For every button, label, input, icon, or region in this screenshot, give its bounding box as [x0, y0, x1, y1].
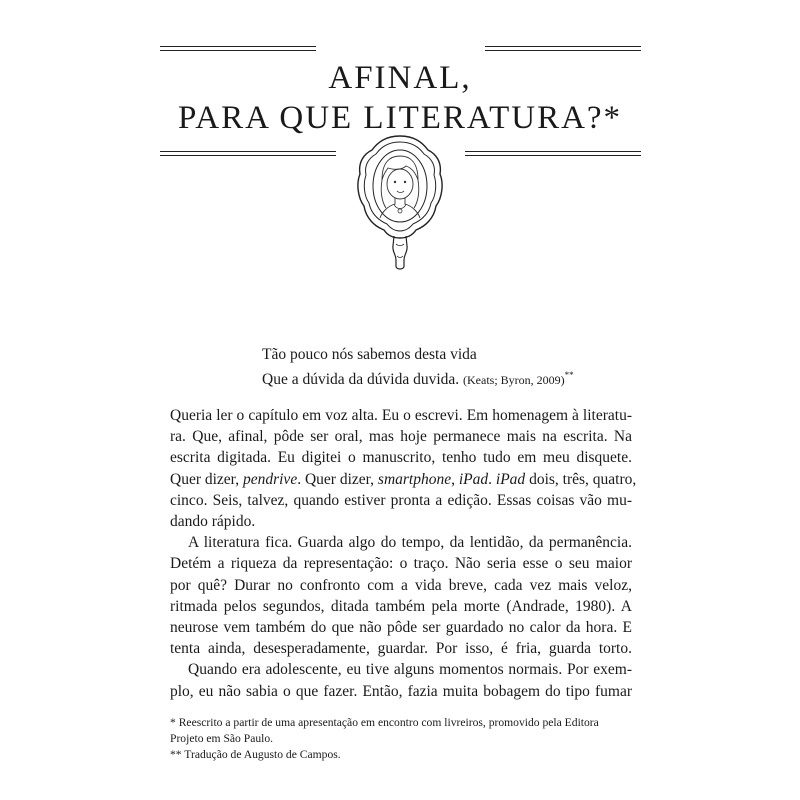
footnotes [170, 715, 632, 763]
body-line: Quer dizer, pendrive. Quer dizer, smartphone, iPad. iPad dois, três, quatro, [170, 470, 637, 488]
epigraph-line-2 [262, 365, 574, 391]
footnote-2: ** Tradução de Augusto de Campos. [170, 748, 341, 761]
body-line: A literatura fica. Guarda algo do tempo, da lentidão, da permanência. [188, 534, 632, 552]
ornament-rule-top-right [485, 46, 641, 51]
body-line: Quando era adolescente, eu tive alguns momentos normais. Por exem- [188, 661, 632, 679]
body-line: Detém a riqueza da representação: o traço. Não seria esse o seu maior [170, 555, 632, 573]
epigraph-line-1: Tão pouco nós sabemos desta vida [262, 346, 477, 363]
ornament-rule-bottom-right [465, 151, 641, 156]
body-line: dando rápido. [170, 513, 256, 531]
body-line: escrita digitada. Eu digitei o manuscrito, tenho tudo em meu disquete. [170, 449, 632, 467]
footnote-1-line-1: * Reescrito a partir de uma apresentação em encontro com livreiros, promovido pela Editora [170, 716, 599, 729]
ornament-rule-top-left [160, 46, 316, 51]
body-line: ritmada pelos segundos, ditada também pela morte (Andrade, 1980). A [170, 597, 632, 615]
epigraph [262, 344, 574, 391]
hand-mirror-portrait-icon [352, 132, 448, 274]
body-line: ra. Que, afinal, pôde ser oral, mas hoje permanece mais na escrita. Na [170, 428, 632, 446]
body-text [170, 405, 637, 702]
footnote-1-line-2: Projeto em São Paulo. [170, 732, 274, 745]
body-line: plo, eu não sabia o que fazer. Então, fazia muita bobagem do tipo fumar [170, 682, 632, 700]
epigraph-line-2-text: Que a dúvida da dúvida duvida. [262, 371, 460, 389]
body-line: neurose vem também do que não pôde ser guardado no calor da hora. E [170, 619, 632, 637]
body-line: por quê? Durar no confronto com a vida breve, cada vez mais veloz, [170, 576, 632, 594]
chapter-title-line-2: PARA QUE LITERATURA?* [177, 100, 623, 136]
epigraph-citation: (Keats; Byron, 2009) [463, 373, 565, 388]
body-line: cinco. Seis, talvez, quando estiver pronta a edição. Essas coisas vão mu- [170, 491, 632, 509]
chapter-title-line-1: AFINAL, [328, 60, 472, 96]
epigraph-footnote-marker: ** [564, 370, 574, 380]
body-line: Queria ler o capítulo em voz alta. Eu o escrevi. Em homenagem à literatu- [170, 407, 632, 424]
body-line: tenta ainda, desesperadamente, guardar. Por isso, é fria, guarda torto. [170, 640, 632, 658]
ornament-rule-bottom-left [160, 151, 336, 156]
